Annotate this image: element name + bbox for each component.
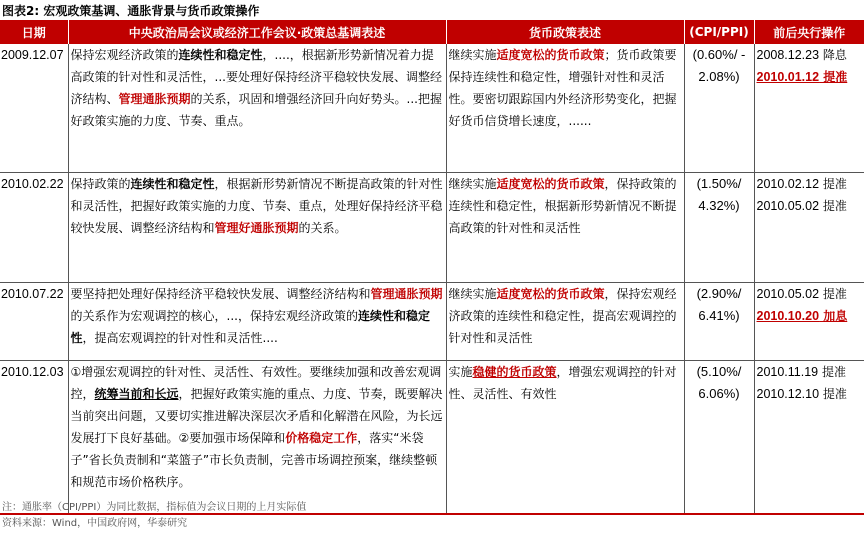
col-header-date: 日期 [0, 20, 68, 44]
cell-macro-policy [68, 360, 446, 514]
table-row [0, 44, 864, 172]
cpi-ppi-line: (1.50%/ [696, 175, 742, 191]
cell-date: 2010.02.22 [0, 172, 68, 282]
cell-cpi-ppi [684, 360, 754, 514]
operation-date: 2010.12.10 [756, 386, 820, 401]
cell-pboc-operations [754, 44, 864, 172]
operation-date: 2008.12.23 [756, 48, 820, 62]
operation-type: 提准 [818, 364, 846, 379]
cell-monetary-policy [446, 282, 684, 360]
cpi-ppi-line: 2.08%) [698, 69, 740, 84]
cell-macro-policy-segment: ①增强宏观调控的针对性、灵活性、有效性。要继续加强和改善宏观调控， [70, 364, 442, 401]
operation-type: 提准 [819, 176, 847, 191]
cell-macro-policy-segment: 管理好通胀预期 [214, 220, 299, 235]
cell-cpi-ppi [684, 172, 754, 282]
cpi-ppi-line: 4.32%) [698, 197, 740, 213]
col-header-monetary-policy: 货币政策表述 [446, 20, 684, 44]
cell-macro-policy-segment: 的关系，巩固和增强经济回升向好势头。...把握好政策实施的力度、节奏、重点。 [70, 92, 442, 128]
cell-monetary-policy-segment: 稳健的货币政策 [472, 364, 557, 379]
col-header-cpi-ppi: (CPI/PPI) [684, 20, 754, 44]
cpi-ppi-line: 6.06%) [698, 385, 740, 401]
cell-macro-policy [68, 172, 446, 282]
cpi-ppi-line: 6.41%) [698, 307, 740, 323]
operation-date: 2010.05.02 [756, 198, 820, 213]
operation-entry [757, 383, 863, 405]
cell-monetary-policy-segment: ，增强宏观调控的针对性、灵活性、有效性 [448, 364, 677, 401]
cell-macro-policy-segment: ，把握好政策实施的重点、力度、节奏，既要解决当前突出问题，又要切实推进解决深层次矛盾和化解潜在风险，为长远发展打下良好基础。②要加强市场保障和 [70, 386, 443, 445]
cell-monetary-policy-segment: ；货币政策要保持连续性和稳定性，增强针对性和灵活性。要密切跟踪国内外经济形势变化，把握好货币信贷增长速度，...... [448, 48, 677, 128]
cell-monetary-policy-segment: 继续实施 [448, 286, 497, 301]
cell-monetary-policy [446, 360, 684, 514]
cell-monetary-policy-segment: 适度宽松的货币政策 [496, 48, 605, 62]
cell-macro-policy-segment: 要坚持把处理好保持经济平稳较快发展、调整经济结构和 [70, 286, 371, 301]
table-row [0, 282, 864, 360]
operation-entry [757, 361, 863, 383]
cell-macro-policy-segment: 统筹当前和长远 [94, 386, 179, 401]
cell-monetary-policy-segment: 适度宽松的货币政策 [496, 176, 605, 191]
cpi-ppi-line: (5.10%/ [696, 363, 742, 379]
cell-cpi-ppi [684, 44, 754, 172]
source-text: 资料来源：Wind，中国政府网，华泰研究 [2, 518, 188, 529]
operation-entry [757, 44, 863, 66]
cell-macro-policy-segment: 管理通胀预期 [118, 92, 191, 106]
cell-macro-policy-segment: 保持宏观经济政策的 [70, 48, 179, 62]
operation-entry [757, 283, 863, 305]
cpi-ppi-line: (2.90%/ [696, 285, 742, 301]
policy-table [0, 20, 864, 515]
cell-macro-policy-segment: ，根据新形势新情况不断提高政策的针对性和灵活性，把握好政策实施的力度、节奏、重点，处理好保持经济平稳较快发展、调整经济结构和 [70, 176, 443, 235]
operation-type: 提准 [819, 386, 847, 401]
cell-pboc-operations [754, 360, 864, 514]
cell-macro-policy-segment: 连续性和稳定性 [70, 308, 430, 345]
cell-monetary-policy-segment: ，保持政策的连续性和稳定性，根据新形势新情况不断提高政策的针对性和灵活性 [448, 176, 677, 235]
cell-macro-policy-segment: 的关系。 [298, 220, 347, 235]
cell-monetary-policy [446, 44, 684, 172]
cell-macro-policy-segment: 连续性和稳定性 [130, 176, 215, 191]
cell-macro-policy-segment: ，提高宏观调控的针对性和灵活性.... [82, 330, 278, 345]
cell-cpi-ppi [684, 282, 754, 360]
cpi-ppi-line: (0.60%/ - [692, 47, 746, 62]
cell-macro-policy-segment: ，落实“米袋子”省长负责制和“菜篮子”市长负责制，完善市场调控预案，继续整顿和规范市场价格秩序。 [70, 430, 438, 489]
operation-type: 提准 [819, 286, 847, 301]
cell-macro-policy-segment: ，....，根据新形势新情况着力提高政策的针对性和灵活性，...要处理好保持经济平稳较快发展、调整经济结构、 [70, 48, 442, 106]
operation-entry [757, 173, 863, 195]
note-text: 注：通胀率（CPI/PPI）为同比数据，指标值为会议日期的上月实际值 [2, 502, 307, 513]
cell-monetary-policy [446, 172, 684, 282]
operation-type: 提准 [819, 198, 847, 213]
cell-pboc-operations [754, 172, 864, 282]
operation-entry [757, 305, 863, 327]
operation-date: 2010.05.02 [756, 286, 820, 301]
col-header-macro-policy: 中央政治局会议或经济工作会议·政策总基调表述 [68, 20, 446, 44]
cell-monetary-policy-segment: 继续实施 [448, 176, 497, 191]
table-row [0, 172, 864, 282]
operation-date: 2010.01.12 [756, 70, 820, 84]
operation-type: 加息 [819, 308, 848, 323]
operation-type: 降息 [819, 48, 847, 62]
cell-macro-policy-segment: 价格稳定工作 [285, 430, 358, 445]
notes [2, 500, 306, 532]
cell-macro-policy [68, 282, 446, 360]
figure-title: 图表2: 宏观政策基调、通胀背景与货币政策操作 [2, 4, 260, 18]
cell-macro-policy-segment: 连续性和稳定性 [178, 48, 263, 62]
operation-type: 提准 [819, 70, 848, 84]
cell-date: 2010.12.03 [0, 360, 68, 514]
cell-pboc-operations [754, 282, 864, 360]
operation-entry [757, 195, 863, 217]
cell-monetary-policy-segment: 继续实施 [448, 48, 497, 62]
table-row [0, 360, 864, 514]
cell-macro-policy-segment: 管理通胀预期 [370, 286, 443, 301]
operation-date: 2010.11.19 [756, 364, 819, 379]
cell-date: 2009.12.07 [0, 44, 68, 172]
cell-macro-policy-segment: 保持政策的 [70, 176, 131, 191]
cell-macro-policy [68, 44, 446, 172]
table-header-row [0, 20, 864, 44]
col-header-pboc-operations: 前后央行操作 [754, 20, 864, 44]
operation-date: 2010.10.20 [756, 308, 820, 323]
cell-monetary-policy-segment: ，保持宏观经济政策的连续性和稳定性，提高宏观调控的针对性和灵活性 [448, 286, 677, 345]
operation-date: 2010.02.12 [756, 176, 820, 191]
operation-entry [757, 66, 863, 88]
cell-macro-policy-segment: 的关系作为宏观调控的核心，...，保持宏观经济政策的 [70, 308, 358, 323]
cell-monetary-policy-segment: 实施 [448, 364, 473, 379]
cell-monetary-policy-segment: 适度宽松的货币政策 [496, 286, 605, 301]
cell-date: 2010.07.22 [0, 282, 68, 360]
